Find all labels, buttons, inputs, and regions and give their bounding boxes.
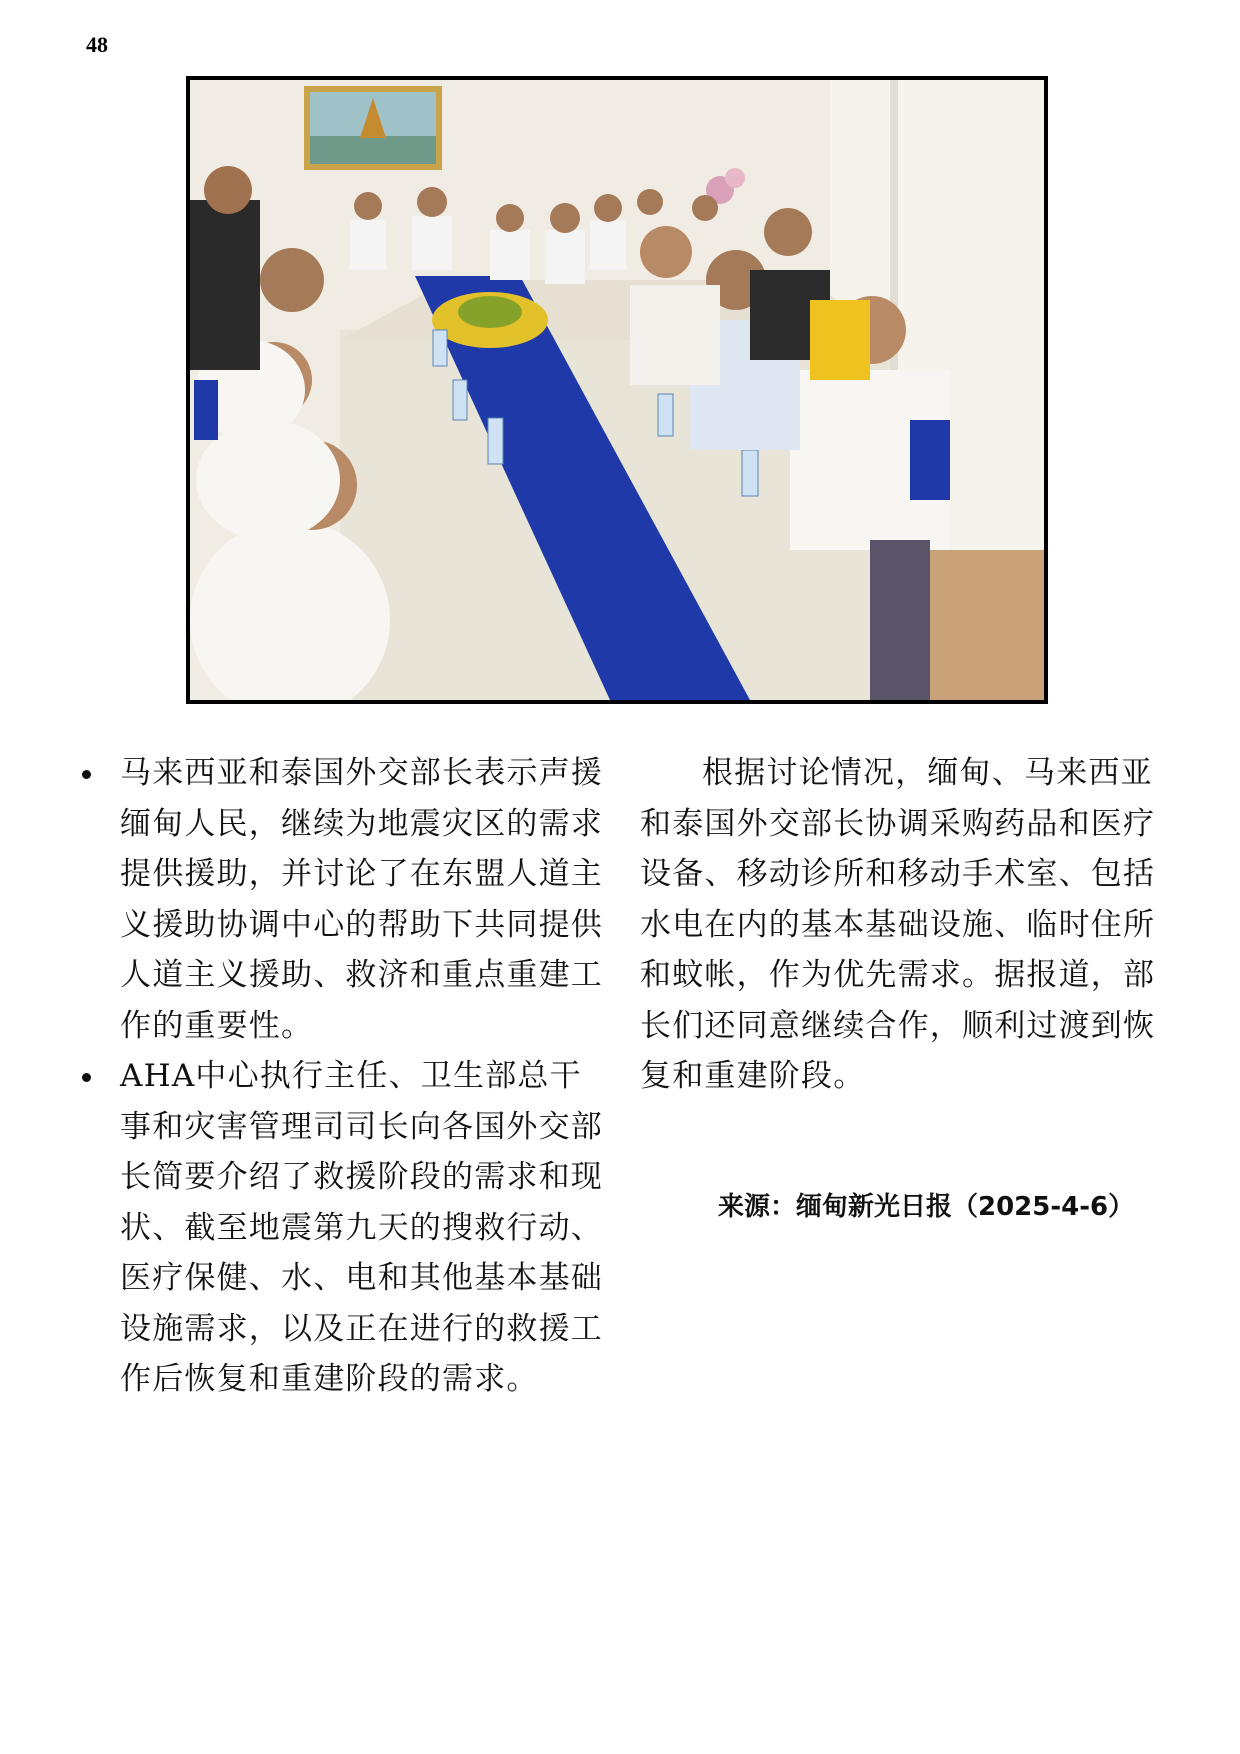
bullet-icon <box>82 1073 91 1082</box>
meeting-photo-icon <box>190 80 1044 700</box>
bullet-list <box>86 748 606 1405</box>
body-paragraph: 根据讨论情况，缅甸、马来西亚和泰国外交部长协调采购药品和医疗设备、移动诊所和移动手术室、包括水电在内的基本基础设施、临时住所和蚊帐，作为优先需求。据报道，部长们还同意继续合作，顺利过渡到恢复和重建阶段。 <box>640 755 1156 1094</box>
meeting-photo <box>186 76 1048 704</box>
bullet-text: AHA中心执行主任、卫生部总干事和灾害管理司司长向各国外交部长简要介绍了救援阶段的需求和现状、截至地震第九天的搜救行动、医疗保健、水、电和其他基本基础设施需求，以及正在进行的救援工作后恢复和重建阶段的需求。 <box>120 1058 603 1397</box>
list-item <box>86 1051 606 1405</box>
source-citation: 来源：缅甸新光日报（2025-4-6） <box>718 1192 1135 1222</box>
right-column <box>640 748 1166 1102</box>
bullet-text: 马来西亚和泰国外交部长表示声援缅甸人民，继续为地震灾区的需求提供援助，并讨论了在东盟人道主义援助协调中心的帮助下共同提供人道主义援助、救济和重点重建工作的重要性。 <box>120 755 603 1044</box>
page-number: 48 <box>86 32 108 57</box>
wall-painting <box>304 86 442 170</box>
bullet-icon <box>82 770 91 779</box>
left-column <box>86 748 606 1405</box>
list-item <box>86 748 606 1051</box>
